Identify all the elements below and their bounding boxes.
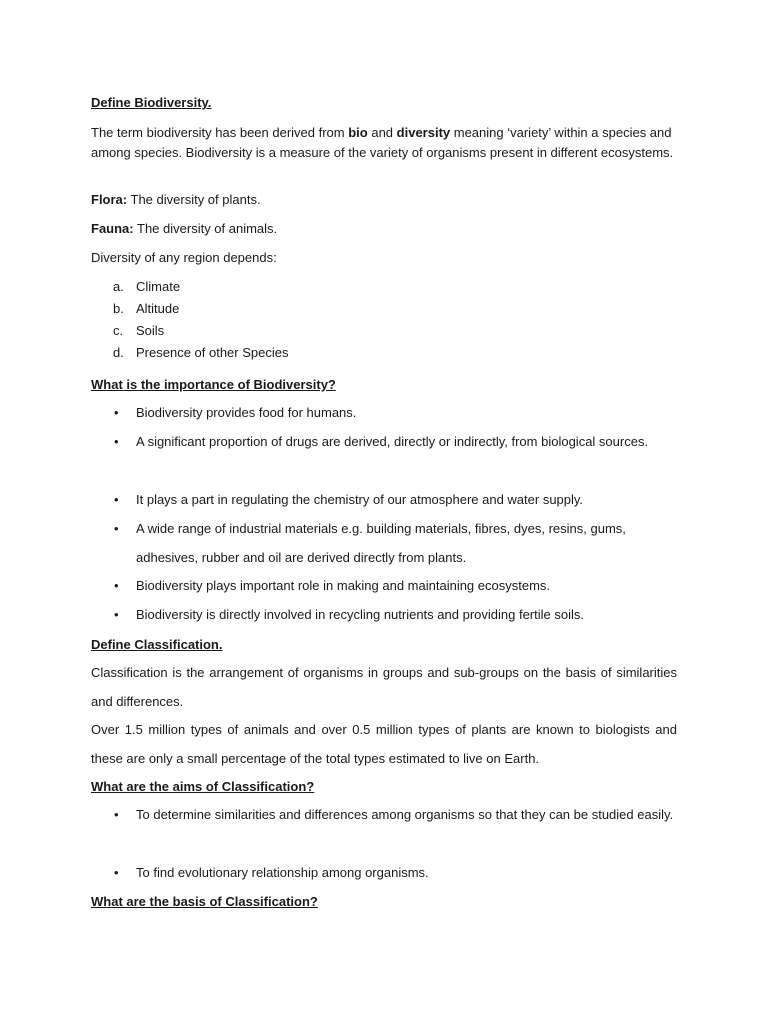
flora-label: Flora: <box>91 192 128 207</box>
fauna-label: Fauna: <box>91 221 134 236</box>
intro-text-2: and <box>367 125 397 140</box>
list-item <box>91 399 681 428</box>
list-marker: a. <box>113 279 124 294</box>
list-item <box>91 342 288 364</box>
list-item-text: Climate <box>136 279 181 294</box>
intro-bold-diversity: diversity <box>396 125 451 140</box>
intro-text-3: meaning ‘variety’ within a species and among species. Biodiversity is a measure of the variety of organisms present in different ecosystems. <box>91 125 674 160</box>
list-item <box>91 572 681 601</box>
flora-text: The diversity of plants. <box>127 192 261 207</box>
list-item-text: To find evolutionary relationship among organisms. <box>136 865 429 880</box>
heading-define-biodiversity: Define Biodiversity. <box>91 95 212 110</box>
classification-numbers-paragraph: Over 1.5 million types of animals and over 0.5 million types of plants are known to biologists and these are only a small percentage of the total types estimated to live on Earth. <box>91 722 677 766</box>
list-item <box>91 298 288 320</box>
bullet-icon: • <box>114 607 119 622</box>
list-item-text: A wide range of industrial materials e.g. building materials, fibres, dyes, resins, gums, adhesives, rubber and oil are derived directly from plants. <box>136 521 626 565</box>
list-item-text: Presence of other Species <box>136 345 289 360</box>
flora-definition <box>91 190 677 210</box>
list-item-text: To determine similarities and differences among organisms so that they can be studied easily. <box>136 807 674 822</box>
list-item-text: Altitude <box>136 301 180 316</box>
list-item <box>91 515 681 572</box>
bullet-icon: • <box>114 434 119 449</box>
heading-aims-of-classification: What are the aims of Classification? <box>91 779 315 794</box>
intro-text-1: The term biodiversity has been derived from <box>91 125 349 140</box>
diversity-factors-list <box>91 276 288 364</box>
heading-basis-of-classification: What are the basis of Classification? <box>91 894 318 909</box>
bullet-icon: • <box>114 492 119 507</box>
list-marker: c. <box>113 323 124 338</box>
list-item <box>91 801 681 830</box>
bullet-icon: • <box>114 405 119 420</box>
list-item-text: It plays a part in regulating the chemistry of our atmosphere and water supply. <box>136 492 584 507</box>
list-item <box>91 486 681 515</box>
bullet-icon: • <box>114 521 119 536</box>
list-item <box>91 320 288 342</box>
list-item-text: Soils <box>136 323 165 338</box>
classification-definition-paragraph: Classification is the arrangement of organisms in groups and sub-groups on the basis of similarities and differences. <box>91 665 677 709</box>
list-item-text: Biodiversity provides food for humans. <box>136 405 357 420</box>
bullet-icon: • <box>114 807 119 822</box>
heading-define-classification: Define Classification. <box>91 637 223 652</box>
list-marker: d. <box>113 345 124 360</box>
list-item-text: Biodiversity is directly involved in recycling nutrients and providing fertile soils. <box>136 607 584 622</box>
bullet-icon: • <box>114 578 119 593</box>
list-item-text: A significant proportion of drugs are derived, directly or indirectly, from biological sources. <box>136 434 649 449</box>
fauna-definition <box>91 219 677 239</box>
list-item <box>91 859 681 888</box>
intro-bold-bio: bio <box>348 125 368 140</box>
list-item <box>91 276 288 298</box>
list-item <box>91 601 681 630</box>
biodiversity-intro-paragraph <box>91 123 677 162</box>
list-item <box>91 428 681 457</box>
fauna-text: The diversity of animals. <box>133 221 278 236</box>
heading-importance-of-biodiversity: What is the importance of Biodiversity? <box>91 377 336 392</box>
list-marker: b. <box>113 301 124 316</box>
bullet-icon: • <box>114 865 119 880</box>
diversity-depends-text: Diversity of any region depends: <box>91 250 277 265</box>
list-item-text: Biodiversity plays important role in making and maintaining ecosystems. <box>136 578 551 593</box>
